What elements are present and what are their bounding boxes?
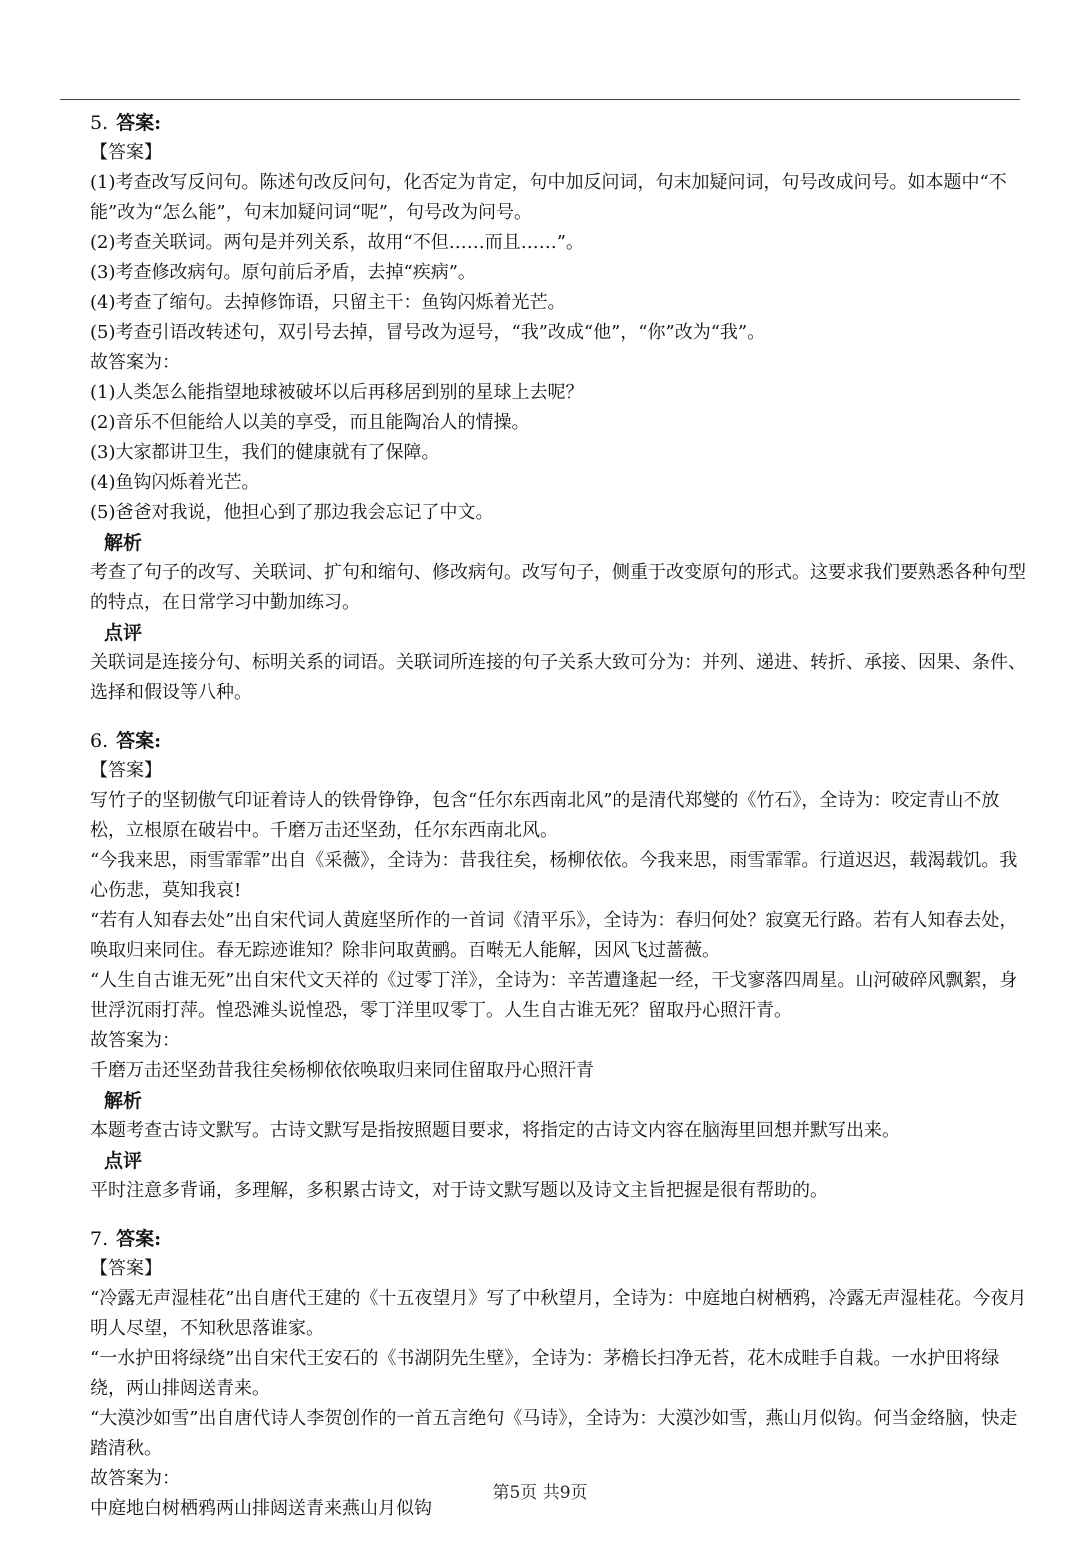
answer-line: (5)考查引语改转述句，双引号去掉，冒号改为逗号，“我”改成“他”，“你”改为“我”。 [90, 322, 766, 343]
question-6-heading: 6. 答案: [90, 730, 162, 752]
answer-line: “人生自古谁无死”出自宋代文天祥的《过零丁洋》，全诗为：辛苦遭逢起一经，干戈寥落四周星。山河破碎风飘絮，身世浮沉雨打萍。惶恐滩头说惶恐，零丁洋里叹零丁。人生自古谁无死？留取丹心照汗青。 [90, 970, 1018, 1021]
question-6 [90, 726, 1035, 1206]
question-7-heading: 7. 答案: [90, 1228, 162, 1250]
comment-text: 关联词是连接分句、标明关系的词语。关联词所连接的句子关系大致可分为：并列、递进、转折、承接、因果、条件、选择和假设等八种。 [90, 652, 1026, 703]
page-footer: 第5页 共9页 [492, 1483, 588, 1503]
answer-line: 千磨万击还坚劲昔我往矣杨柳依依唤取归来同住留取丹心照汗青 [90, 1060, 594, 1081]
answer-line: (1)人类怎么能指望地球被破坏以后再移居到别的星球上去呢？ [90, 382, 584, 403]
answer-line: 中庭地白树栖鸦两山排闼送青来燕山月似钩 [90, 1498, 432, 1519]
analysis-text: 本题考查古诗文默写。古诗文默写是指按照题目要求，将指定的古诗文内容在脑海里回想并默写出来。 [90, 1120, 900, 1141]
answer-tag: 【答案】 [90, 1258, 162, 1279]
answer-line: 故答案为： [90, 1468, 180, 1489]
answer-line: “若有人知春去处”出自宋代词人黄庭坚所作的一首词《清平乐》，全诗为：春归何处？寂寞无行路。若有人知春去处，唤取归来同住。春无踪迹谁知？除非问取黄鹂。百啭无人能解，因风飞过蔷薇。 [90, 910, 1018, 961]
answer-line: “今我来思，雨雪霏霏”出自《采薇》，全诗为：昔我往矣，杨柳依依。今我来思，雨雪霏霏。行道迟迟，载渴载饥。我心伤悲，莫知我哀! [90, 850, 1018, 901]
answer-line: (2)音乐不但能给人以美的享受，而且能陶冶人的情操。 [90, 412, 530, 433]
answer-line: (3)大家都讲卫生，我们的健康就有了保障。 [90, 442, 440, 463]
answer-line: 故答案为： [90, 352, 180, 373]
answer-line: 写竹子的坚韧傲气印证着诗人的铁骨铮铮，包含“任尔东西南北风”的是清代郑燮的《竹石》，全诗为：咬定青山不放松，立根原在破岩中。千磨万击还坚劲，任尔东西南北风。 [90, 790, 1000, 841]
answer-tag: 【答案】 [90, 760, 162, 781]
comment-label: 点评 [104, 622, 143, 644]
answer-line: “大漠沙如雪”出自唐代诗人李贺创作的一首五言绝句《马诗》，全诗为：大漠沙如雪，燕山月似钩。何当金络脑，快走踏清秋。 [90, 1408, 1018, 1459]
answer-line: (4)鱼钩闪烁着光芒。 [90, 472, 260, 493]
answer-line: “一水护田将绿绕”出自宋代王安石的《书湖阴先生壁》，全诗为：茅檐长扫净无苔，花木成畦手自栽。一水护田将绿绕，两山排闼送青来。 [90, 1348, 1000, 1399]
question-5-heading: 5. 答案: [90, 112, 162, 134]
analysis-label: 解析 [104, 532, 143, 554]
comment-text: 平时注意多背诵，多理解，多积累古诗文，对于诗文默写题以及诗文主旨把握是很有帮助的。 [90, 1180, 828, 1201]
answer-line: (4)考查了缩句。去掉修饰语，只留主干：鱼钩闪烁着光芒。 [90, 292, 566, 313]
document-body [90, 104, 1035, 1542]
question-5 [90, 108, 1035, 708]
answer-tag: 【答案】 [90, 142, 162, 163]
answer-line: 故答案为： [90, 1030, 180, 1051]
answer-line: “冷露无声湿桂花”出自唐代王建的《十五夜望月》写了中秋望月，全诗为：中庭地白树栖鸦，冷露无声湿桂花。今夜月明人尽望，不知秋思落谁家。 [90, 1288, 1027, 1339]
comment-label: 点评 [104, 1150, 143, 1172]
analysis-text: 考查了句子的改写、关联词、扩句和缩句、修改病句。改写句子，侧重于改变原句的形式。这要求我们要熟悉各种句型的特点，在日常学习中勤加练习。 [90, 562, 1026, 613]
answer-line: (1)考查改写反问句。陈述句改反问句，化否定为肯定，句中加反问词，句末加疑问词，句号改成问号。如本题中“不能”改为“怎么能”，句末加疑问词“呢”，句号改为问号。 [90, 172, 1007, 223]
header-rule [60, 99, 1020, 100]
answer-line: (5)爸爸对我说，他担心到了那边我会忘记了中文。 [90, 502, 494, 523]
answer-line: (3)考查修改病句。原句前后矛盾，去掉“疾病”。 [90, 262, 476, 283]
analysis-label: 解析 [104, 1090, 143, 1112]
answer-line: (2)考查关联词。两句是并列关系，故用“不但……而且……”。 [90, 232, 584, 253]
